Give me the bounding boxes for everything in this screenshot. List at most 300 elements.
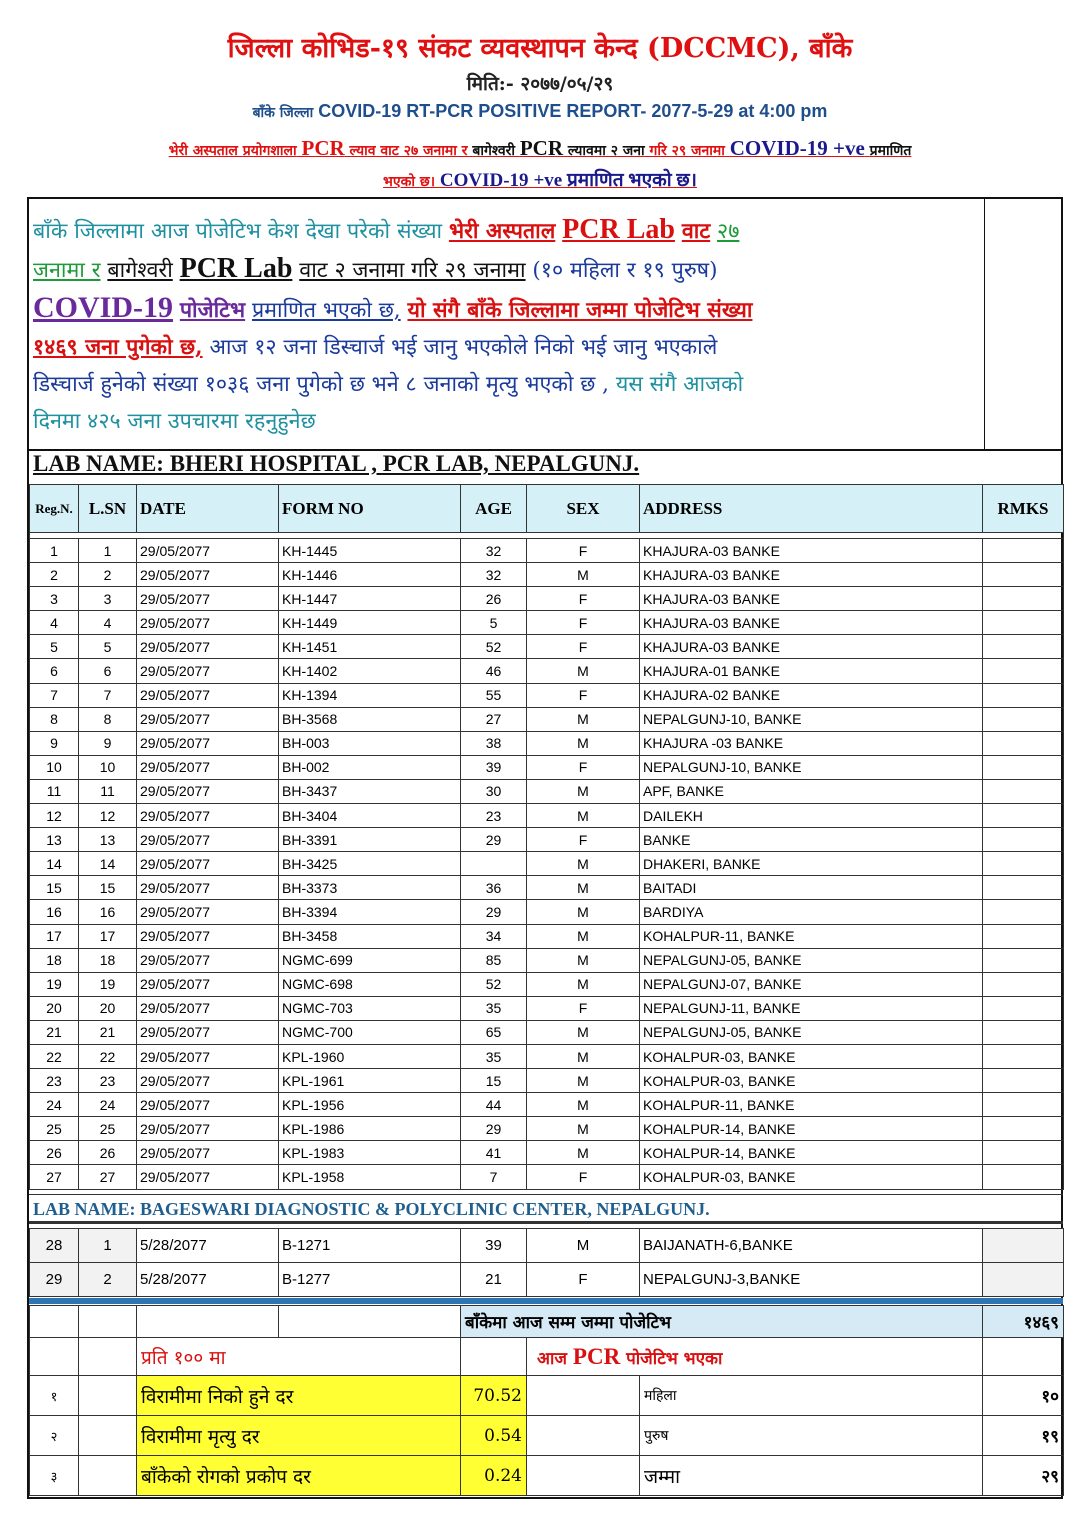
cell-address: KHAJURA-03 BANKE [640, 635, 983, 659]
empty-cell [79, 1306, 137, 1338]
rate-label: बाँकेको रोगको प्रकोप दर [137, 1456, 461, 1496]
cell-age: 30 [461, 779, 527, 803]
cell-form-no: BH-003 [279, 731, 461, 755]
cell-lsn: 17 [79, 924, 137, 948]
lab-summary-line [0, 136, 1080, 161]
col-reg: Reg.N. [30, 485, 79, 533]
summary-s13: प्रमाणित भएको छ, [251, 298, 401, 323]
cell-age: 35 [461, 1044, 527, 1068]
cell-lsn: 9 [79, 731, 137, 755]
cell-age: 29 [461, 1117, 527, 1141]
cell-lsn: 12 [79, 804, 137, 828]
summary-s17: डिस्चार्ज हुनेको संख्या १०३६ जना पुगेको छ भने ८ जनाको मृत्यु भएको छ , [33, 372, 609, 397]
summary-s14: यो संगै बाँके जिल्लामा जम्मा पोजेटिभ संख्या [407, 298, 753, 323]
cell-form-no: BH-3568 [279, 707, 461, 731]
empty-cell [279, 1306, 461, 1338]
cell-sex: M [527, 1229, 640, 1263]
rate-count: १० [983, 1376, 1064, 1416]
rates-rows [30, 1376, 1064, 1496]
summary-divider [984, 197, 985, 449]
cell-date: 29/05/2077 [137, 1117, 279, 1141]
cell-date: 29/05/2077 [137, 972, 279, 996]
rate-value: 0.24 [461, 1456, 527, 1496]
cell-age: 7 [461, 1165, 527, 1189]
line4-d: ल्यावमा २ जना [567, 143, 645, 159]
empty-cell [30, 1338, 79, 1376]
cell-reg-no: 8 [30, 707, 79, 731]
cell-lsn: 18 [79, 948, 137, 972]
cell-age: 65 [461, 1020, 527, 1044]
cell-form-no: KPL-1986 [279, 1117, 461, 1141]
cell-sex: F [527, 611, 640, 635]
cell-age: 38 [461, 731, 527, 755]
report-prefix: बाँके जिल्ला [252, 105, 314, 121]
line5-a: भएको छ। [383, 174, 436, 190]
cell-remarks [983, 587, 1064, 611]
cell-address: DHAKERI, BANKE [640, 852, 983, 876]
cell-sex: F [527, 1165, 640, 1189]
today-pcr-b: PCR [572, 1343, 621, 1369]
cell-age: 39 [461, 755, 527, 779]
cell-sex: M [527, 1069, 640, 1093]
cell-sex: M [527, 563, 640, 587]
cell-sex: M [527, 1020, 640, 1044]
cell-sex: M [527, 1117, 640, 1141]
empty-cell [79, 1338, 137, 1376]
cell-date: 29/05/2077 [137, 707, 279, 731]
rate-sn: २ [30, 1416, 79, 1456]
summary-s12: पोजेटिभ [179, 298, 246, 323]
table-row [30, 804, 1064, 828]
page-title: जिल्ला कोभिड-१९ संकट व्यवस्थापन केन्द (DCCMC), बाँके [227, 33, 853, 64]
cell-reg-no: 26 [30, 1141, 79, 1165]
cell-remarks [983, 563, 1064, 587]
summary-s18: यस संगै आजको [615, 372, 744, 397]
cell-remarks [983, 828, 1064, 852]
cell-lsn: 4 [79, 611, 137, 635]
cell-date: 29/05/2077 [137, 539, 279, 563]
line4-c: बागेश्वरी [472, 143, 515, 159]
cell-date: 29/05/2077 [137, 1165, 279, 1189]
col-sex: SEX [527, 485, 640, 533]
rate-row [30, 1416, 1064, 1456]
table-row [30, 972, 1064, 996]
cell-date: 29/05/2077 [137, 996, 279, 1020]
cell-lsn: 2 [79, 1263, 137, 1297]
table-row [30, 779, 1064, 803]
cell-address: KOHALPUR-03, BANKE [640, 1165, 983, 1189]
cell-reg-no: 15 [30, 876, 79, 900]
table-row [30, 683, 1064, 707]
cell-sex: M [527, 1044, 640, 1068]
empty-cell [983, 1338, 1064, 1376]
cell-reg-no: 17 [30, 924, 79, 948]
cell-address: BAIJANATH-6,BANKE [640, 1229, 983, 1263]
cell-age: 55 [461, 683, 527, 707]
table-row [30, 1263, 1064, 1297]
rate-sn: १ [30, 1376, 79, 1416]
summary-s3: PCR Lab [562, 214, 675, 245]
summary-paragraph [27, 197, 984, 449]
cell-date: 29/05/2077 [137, 828, 279, 852]
empty-cell [79, 1416, 137, 1456]
cell-address: NEPALGUNJ-05, BANKE [640, 948, 983, 972]
cell-reg-no: 24 [30, 1093, 79, 1117]
cell-reg-no: 10 [30, 755, 79, 779]
cell-sex: M [527, 1093, 640, 1117]
cell-lsn: 11 [79, 779, 137, 803]
cell-sex: M [527, 924, 640, 948]
empty-cell [30, 1306, 79, 1338]
per100-label: प्रति १०० मा [137, 1338, 461, 1376]
empty-cell [79, 1376, 137, 1416]
empty-cell [137, 1306, 279, 1338]
cell-address: KHAJURA-03 BANKE [640, 611, 983, 635]
cell-sex: M [527, 1141, 640, 1165]
summary-s2: भेरी अस्पताल [448, 219, 556, 244]
table-row [30, 948, 1064, 972]
cell-address: NEPALGUNJ-05, BANKE [640, 1020, 983, 1044]
cell-date: 29/05/2077 [137, 635, 279, 659]
col-rmks: RMKS [983, 485, 1064, 533]
cell-remarks [983, 1069, 1064, 1093]
total-label: बाँकेमा आज सम्म जम्मा पोजेटिभ [461, 1306, 983, 1338]
rate-value: 0.54 [461, 1416, 527, 1456]
cell-reg-no: 13 [30, 828, 79, 852]
cell-lsn: 20 [79, 996, 137, 1020]
cell-age: 26 [461, 587, 527, 611]
cell-remarks [983, 948, 1064, 972]
cell-lsn: 8 [79, 707, 137, 731]
cell-age: 44 [461, 1093, 527, 1117]
cell-age: 5 [461, 611, 527, 635]
cell-date: 29/05/2077 [137, 779, 279, 803]
cell-address: KOHALPUR-11, BANKE [640, 1093, 983, 1117]
today-pcr-a: आज [537, 1348, 567, 1369]
summary-s15: १४६९ जना पुगेको छ, [33, 335, 203, 360]
col-form: FORM NO [279, 485, 461, 533]
cell-sex: M [527, 804, 640, 828]
table-row [30, 1093, 1064, 1117]
lab1-header-row [30, 485, 1064, 533]
cell-address: DAILEKH [640, 804, 983, 828]
rate-row [30, 1456, 1064, 1496]
cell-date: 29/05/2077 [137, 587, 279, 611]
summary-s9: वाट २ जनामा गरि २९ जनामा [299, 258, 526, 283]
cell-sex: F [527, 683, 640, 707]
cell-reg-no: 25 [30, 1117, 79, 1141]
cell-remarks [983, 611, 1064, 635]
cell-age: 23 [461, 804, 527, 828]
cell-date: 29/05/2077 [137, 1020, 279, 1044]
section-separator [29, 1298, 1063, 1304]
table-row [30, 635, 1064, 659]
cell-address: KHAJURA-01 BANKE [640, 659, 983, 683]
cell-reg-no: 2 [30, 563, 79, 587]
summary-s19: दिनमा ४२५ जना उपचारमा रहनुहुनेछ [33, 409, 316, 434]
cell-address: NEPALGUNJ-10, BANKE [640, 707, 983, 731]
cell-date: 29/05/2077 [137, 804, 279, 828]
cell-reg-no: 19 [30, 972, 79, 996]
rate-count: २९ [983, 1456, 1064, 1496]
table-row [30, 1044, 1064, 1068]
cell-form-no: KPL-1956 [279, 1093, 461, 1117]
cell-remarks [983, 876, 1064, 900]
cell-form-no: NGMC-700 [279, 1020, 461, 1044]
cell-date: 29/05/2077 [137, 924, 279, 948]
cell-lsn: 7 [79, 683, 137, 707]
cell-address: NEPALGUNJ-11, BANKE [640, 996, 983, 1020]
cell-remarks [983, 972, 1064, 996]
table-row [30, 755, 1064, 779]
today-pcr-c: पोजेटिभ भएका [626, 1348, 723, 1369]
rate-sn: ३ [30, 1456, 79, 1496]
table-row [30, 587, 1064, 611]
cell-form-no: BH-3425 [279, 852, 461, 876]
table-row [30, 876, 1064, 900]
cell-form-no: KH-1394 [279, 683, 461, 707]
cell-lsn: 3 [79, 587, 137, 611]
col-lsn: L.SN [79, 485, 137, 533]
rate-row [30, 1376, 1064, 1416]
cell-age: 52 [461, 635, 527, 659]
col-date: DATE [137, 485, 279, 533]
cell-form-no: KH-1447 [279, 587, 461, 611]
cell-remarks [983, 659, 1064, 683]
table-row [30, 707, 1064, 731]
cell-form-no: B-1271 [279, 1229, 461, 1263]
cell-remarks [983, 924, 1064, 948]
cell-form-no: B-1277 [279, 1263, 461, 1297]
cell-form-no: BH-002 [279, 755, 461, 779]
summary-s1: बाँके जिल्लामा आज पोजेटिभ केश देखा परेको संख्या [33, 219, 443, 244]
cell-date: 5/28/2077 [137, 1263, 279, 1297]
table-row [30, 563, 1064, 587]
lab2-table [29, 1228, 1064, 1297]
cell-form-no: KH-1445 [279, 539, 461, 563]
cell-date: 29/05/2077 [137, 1093, 279, 1117]
cell-date: 29/05/2077 [137, 852, 279, 876]
table-row [30, 900, 1064, 924]
cell-age: 35 [461, 996, 527, 1020]
totals-table [29, 1305, 1064, 1496]
cell-sex: M [527, 707, 640, 731]
cell-reg-no: 16 [30, 900, 79, 924]
cell-sex: M [527, 731, 640, 755]
cell-reg-no: 3 [30, 587, 79, 611]
cell-date: 29/05/2077 [137, 731, 279, 755]
lab2-rows [30, 1229, 1064, 1297]
cell-age: 27 [461, 707, 527, 731]
header2-row [30, 1338, 1064, 1376]
cell-remarks [983, 1229, 1064, 1263]
cell-address: KHAJURA-03 BANKE [640, 539, 983, 563]
line5-b: +ve प्रमाणित भएको छ। [533, 170, 697, 191]
cell-sex: M [527, 779, 640, 803]
cell-age: 85 [461, 948, 527, 972]
line4-covid: COVID-19 +ve [729, 136, 865, 160]
cell-remarks [983, 683, 1064, 707]
cell-reg-no: 1 [30, 539, 79, 563]
cell-address: BARDIYA [640, 900, 983, 924]
cell-remarks [983, 1117, 1064, 1141]
report-date: मिति:- २०७७/०५/२९ [466, 73, 614, 95]
line5-covid: COVID-19 [439, 170, 529, 191]
cell-sex: F [527, 828, 640, 852]
cell-sex: M [527, 659, 640, 683]
report-title: COVID-19 RT-PCR POSITIVE REPORT- 2077-5-29 at 4:00 pm [318, 101, 828, 121]
cell-form-no: NGMC-698 [279, 972, 461, 996]
cell-reg-no: 5 [30, 635, 79, 659]
cell-age: 21 [461, 1263, 527, 1297]
cell-age: 15 [461, 1069, 527, 1093]
cell-lsn: 13 [79, 828, 137, 852]
cell-form-no: KH-1451 [279, 635, 461, 659]
cell-date: 29/05/2077 [137, 900, 279, 924]
cell-reg-no: 28 [30, 1229, 79, 1263]
cell-date: 29/05/2077 [137, 563, 279, 587]
today-pcr-label [527, 1338, 983, 1376]
cell-reg-no: 12 [30, 804, 79, 828]
cell-remarks [983, 804, 1064, 828]
table-row [30, 996, 1064, 1020]
empty-cell [461, 1338, 527, 1376]
cell-remarks [983, 1093, 1064, 1117]
cell-age: 32 [461, 539, 527, 563]
cell-sex: F [527, 587, 640, 611]
cell-date: 29/05/2077 [137, 659, 279, 683]
rate-count: १९ [983, 1416, 1064, 1456]
col-age: AGE [461, 485, 527, 533]
cell-form-no: KPL-1983 [279, 1141, 461, 1165]
cell-reg-no: 9 [30, 731, 79, 755]
cell-reg-no: 29 [30, 1263, 79, 1297]
cell-remarks [983, 1263, 1064, 1297]
cell-reg-no: 11 [30, 779, 79, 803]
cell-age [461, 852, 527, 876]
cell-sex: F [527, 755, 640, 779]
rate-category: महिला [640, 1376, 983, 1416]
line4-pcr2: PCR [519, 136, 564, 160]
cell-form-no: KH-1446 [279, 563, 461, 587]
table-row [30, 1165, 1064, 1189]
cell-date: 5/28/2077 [137, 1229, 279, 1263]
cell-age: 46 [461, 659, 527, 683]
cell-lsn: 19 [79, 972, 137, 996]
cell-address: KHAJURA-02 BANKE [640, 683, 983, 707]
cell-date: 29/05/2077 [137, 876, 279, 900]
cell-lsn: 24 [79, 1093, 137, 1117]
cell-remarks [983, 635, 1064, 659]
total-row [30, 1306, 1064, 1338]
cell-sex: M [527, 900, 640, 924]
cell-lsn: 14 [79, 852, 137, 876]
cell-reg-no: 18 [30, 948, 79, 972]
cell-form-no: BH-3458 [279, 924, 461, 948]
summary-s11: COVID-19 [33, 291, 173, 324]
cell-lsn: 16 [79, 900, 137, 924]
summary-s4: वाट [681, 219, 711, 244]
table-row [30, 828, 1064, 852]
lab2-title: LAB NAME: BAGESWARI DIAGNOSTIC & POLYCLINIC CENTER, NEPALGUNJ. [29, 1194, 1063, 1224]
summary-s8: PCR Lab [179, 253, 293, 284]
cell-age: 29 [461, 828, 527, 852]
summary-s6: जनामा र [33, 258, 101, 283]
cell-age: 34 [461, 924, 527, 948]
cell-sex: M [527, 876, 640, 900]
summary-s10: (१० महिला र १९ पुरुष) [532, 258, 718, 283]
lab1-table [29, 484, 1064, 1190]
cell-form-no: KPL-1960 [279, 1044, 461, 1068]
cell-lsn: 2 [79, 563, 137, 587]
cell-sex: M [527, 852, 640, 876]
cell-form-no: NGMC-699 [279, 948, 461, 972]
cell-reg-no: 7 [30, 683, 79, 707]
cell-address: APF, BANKE [640, 779, 983, 803]
table-row [30, 1117, 1064, 1141]
line4-e: गरि २९ जनामा [649, 143, 725, 159]
cell-age: 52 [461, 972, 527, 996]
cell-address: NEPALGUNJ-10, BANKE [640, 755, 983, 779]
rate-category: जम्मा [640, 1456, 983, 1496]
cell-remarks [983, 900, 1064, 924]
line4-f: प्रमाणित [869, 143, 912, 159]
cell-reg-no: 21 [30, 1020, 79, 1044]
table-row [30, 611, 1064, 635]
cell-lsn: 23 [79, 1069, 137, 1093]
cell-form-no: BH-3391 [279, 828, 461, 852]
cell-form-no: KH-1449 [279, 611, 461, 635]
cell-form-no: KH-1402 [279, 659, 461, 683]
cell-date: 29/05/2077 [137, 683, 279, 707]
table-row [30, 1020, 1064, 1044]
lab1-rows [30, 533, 1064, 1190]
cell-form-no: BH-3404 [279, 804, 461, 828]
cell-remarks [983, 707, 1064, 731]
cell-form-no: BH-3373 [279, 876, 461, 900]
empty-cell [527, 1376, 640, 1416]
lab-summary-line-2 [0, 166, 1080, 192]
table-row [30, 852, 1064, 876]
cell-remarks [983, 1044, 1064, 1068]
cell-address: KOHALPUR-03, BANKE [640, 1069, 983, 1093]
cell-date: 29/05/2077 [137, 1044, 279, 1068]
table-row [30, 924, 1064, 948]
total-value: १४६९ [983, 1306, 1064, 1338]
empty-cell [527, 1456, 640, 1496]
empty-cell [79, 1456, 137, 1496]
cell-age: 39 [461, 1229, 527, 1263]
cell-reg-no: 23 [30, 1069, 79, 1093]
line4-pcr: PCR [301, 136, 345, 160]
cell-lsn: 1 [79, 539, 137, 563]
cell-remarks [983, 996, 1064, 1020]
cell-lsn: 25 [79, 1117, 137, 1141]
cell-date: 29/05/2077 [137, 948, 279, 972]
col-address: ADDRESS [640, 485, 983, 533]
cell-address: KHAJURA -03 BANKE [640, 731, 983, 755]
cell-remarks [983, 539, 1064, 563]
cell-form-no: KPL-1961 [279, 1069, 461, 1093]
cell-address: BANKE [640, 828, 983, 852]
cell-address: BAITADI [640, 876, 983, 900]
cell-lsn: 21 [79, 1020, 137, 1044]
table-row [30, 731, 1064, 755]
cell-address: KOHALPUR-11, BANKE [640, 924, 983, 948]
cell-address: KOHALPUR-14, BANKE [640, 1117, 983, 1141]
cell-age: 41 [461, 1141, 527, 1165]
summary-s7: बागेश्वरी [107, 258, 173, 283]
